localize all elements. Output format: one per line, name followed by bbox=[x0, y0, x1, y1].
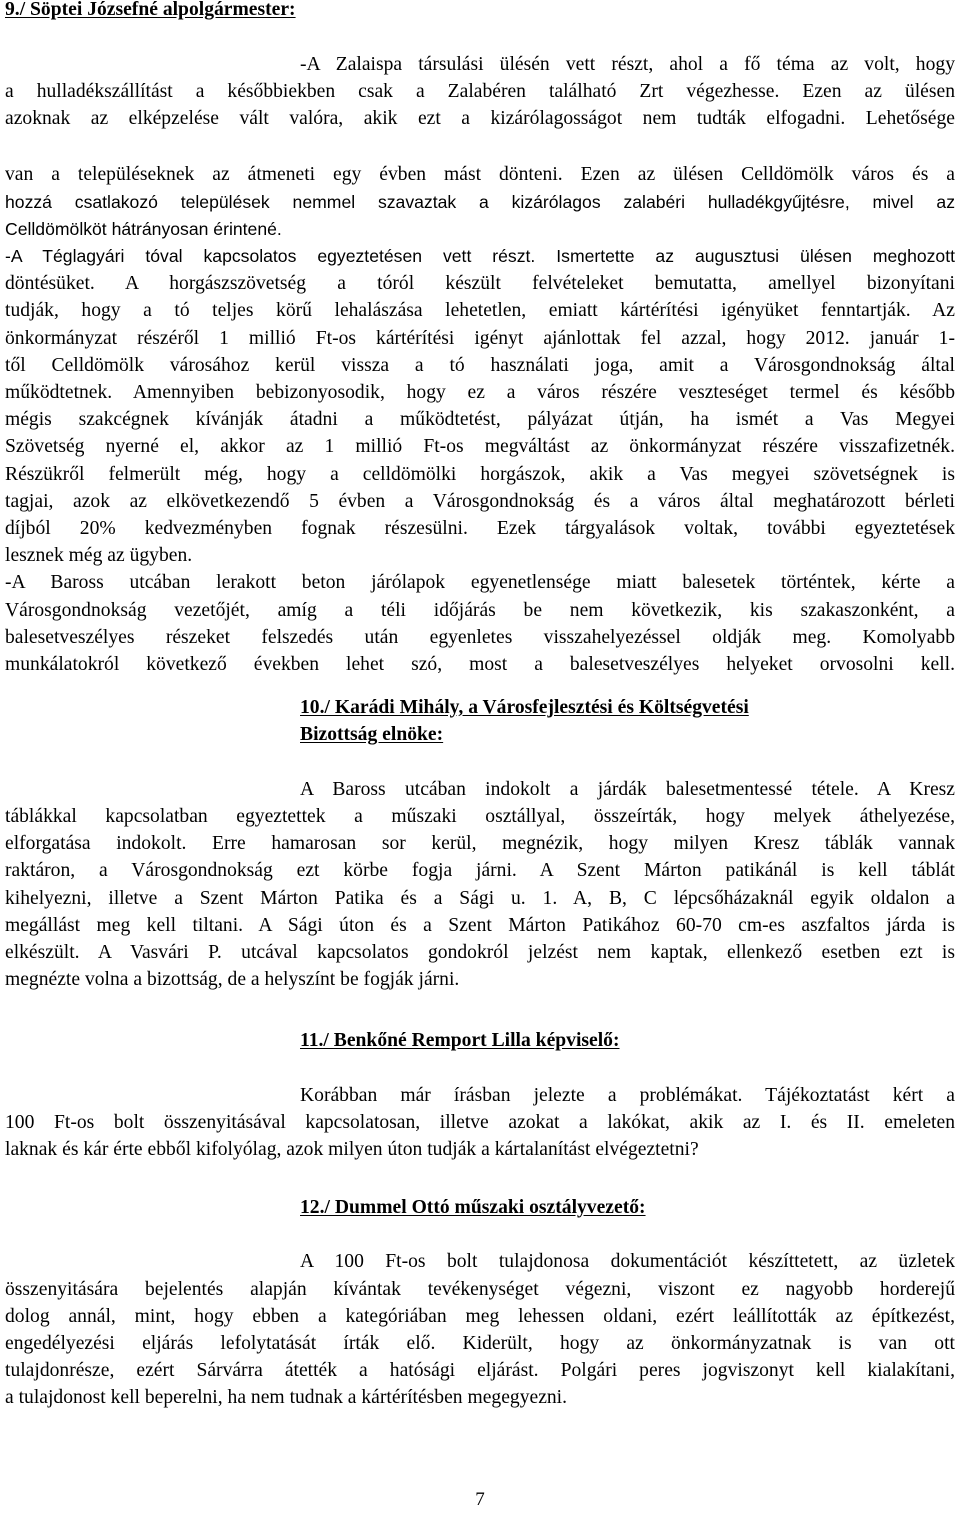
section-9-line: -A Téglagyári tóval kapcsolatos egyeztetésen vett részt. Ismertette az augusztusi ülésen meghozott bbox=[5, 246, 955, 266]
section-10-line: elkészült. A Vasvári P. utcával kapcsolatos gondokról jelzést nem kaptak, ellenkező esetben ezt is bbox=[5, 942, 955, 963]
section-9-line: tagjai, azok az elkövetkezendő 5 évben a Városgondnokság és a város által meghatározott bérleti bbox=[5, 491, 955, 512]
section-10-line: megnézte volna a bizottság, de a helyszínt be fogják járni. bbox=[5, 969, 460, 990]
section-12-heading: 12./ Dummel Ottó műszaki osztályvezető: bbox=[300, 1197, 646, 1218]
section-9-line: díjból 20% kedvezményben fognak részesülni. Ezek tárgyalások voltak, további egyeztetések bbox=[5, 518, 955, 539]
section-11-line: 100 Ft-os bolt összenyitásával kapcsolatosan, illetve azokat a lakókat, akik az I. és II. emeleten bbox=[5, 1112, 955, 1133]
section-9-line: balesetveszélyes részeket felszedés után egyenletes visszahelyezéssel oldják meg. Komolyabb bbox=[5, 627, 955, 648]
section-9-heading: 9./ Söptei Józsefné alpolgármester: bbox=[5, 0, 296, 20]
section-10-line: kihelyezni, illetve a Szent Márton Patika és a Sági u. 1. A, B, C lépcsőházaknál egyik oldalon a bbox=[5, 888, 955, 909]
section-9-line: a hulladékszállítást a későbbiekben csak a Zalabéren található Zrt végezhesse. Ezen az ülésen bbox=[5, 81, 955, 102]
section-9-line: van a településeknek az átmeneti egy évben mást dönteni. Ezen az ülésen Celldömölk város és a bbox=[5, 164, 955, 185]
section-10-heading-line2: Bizottság elnöke: bbox=[300, 724, 444, 745]
section-9-line: azoknak az elképzelése vált valóra, akik ezt a kizárólagosságot nem tudták elfogadni. Lehetősége bbox=[5, 108, 955, 129]
section-10-line: raktáron, a Városgondnokság ezt körbe fogja járni. A Szent Márton patikánál is kell táblát bbox=[5, 860, 955, 881]
section-9-line: döntésüket. A horgászszövetség a tóról készült felvételeket bemutatta, amellyel bizonyítani bbox=[5, 273, 955, 294]
section-9-line: munkálatokról következő években lehet szó, most a balesetveszélyes helyeket orvosolni kell. bbox=[5, 654, 955, 675]
section-12-line: tulajdonrésze, ezért Sárvárra átették a hatósági eljárást. Polgári peres jogviszonyt kell kialakítani, bbox=[5, 1360, 955, 1381]
section-10-line: táblákkal kapcsolatban egyeztettek a műszaki osztállyal, összeírták, hogy melyek áthelyezése, bbox=[5, 806, 955, 827]
section-9-line: mégis szakcégnek kívánják átadni a működtetést, pályázat útján, ha ismét a Vas Megyei bbox=[5, 409, 955, 430]
section-11-heading: 11./ Benkőné Remport Lilla képviselő: bbox=[300, 1030, 620, 1051]
section-12-line: A 100 Ft-os bolt tulajdonosa dokumentációt készíttetett, az üzletek bbox=[300, 1251, 955, 1272]
section-9-line: lesznek még az ügyben. bbox=[5, 545, 193, 566]
section-9-line: Szövetség nyerné el, akkor az 1 millió Ft-os megváltást az önkormányzat részére visszafizetnék. bbox=[5, 436, 955, 457]
section-11-line: Korábban már írásban jelezte a problémákat. Tájékoztatást kért a bbox=[300, 1085, 955, 1106]
page-number: 7 bbox=[475, 1489, 485, 1510]
section-9-line: -A Baross utcában lerakott beton járólapok egyenetlensége miatt balesetek történtek, kérte a bbox=[5, 572, 955, 593]
section-9-line: Celldömölköt hátrányosan érintené. bbox=[5, 219, 282, 239]
section-9-line: hozzá csatlakozó települések nemmel szavaztak a kizárólagos zalabéri hulladékgyűjtésre, mivel az bbox=[5, 192, 955, 212]
section-10-line: A Baross utcában indokolt a járdák balesetmentessé tétele. A Kresz bbox=[300, 779, 955, 800]
section-10-heading: 10./ Karádi Mihály, a Városfejlesztési és Költségvetési bbox=[300, 697, 749, 718]
section-9-line: től Celldömölk városához kerül vissza a tó használati joga, amit a Városgondnokság által bbox=[5, 355, 955, 376]
section-12-line: dolog annál, mint, hogy ebben a kategóriában meg lehessen oldani, ezért leállították az építkezést, bbox=[5, 1306, 955, 1327]
section-12-line: a tulajdonost kell beperelni, ha nem tudnak a kártérítésben megegyezni. bbox=[5, 1387, 568, 1408]
section-9-line: Városgondnokság vezetőjét, amíg a téli időjárás be nem következik, kis szakaszonként, a bbox=[5, 600, 955, 621]
section-10-line: megállást meg kell tiltani. A Sági úton és a Szent Márton Patikához 60-70 cm-es aszfaltos járda is bbox=[5, 915, 955, 936]
section-9-line: Részükről felmerült még, hogy a celldömölki horgászok, akik a Vas megyei szövetségnek is bbox=[5, 464, 955, 485]
section-10-line: elforgatása indokolt. Erre hamarosan sor kerül, megnézik, hogy milyen Kresz táblák vannak bbox=[5, 833, 955, 854]
section-9-line: -A Zalaispa társulási ülésén vett részt, ahol a fő téma az volt, hogy bbox=[300, 54, 955, 75]
section-9-line: működtetnek. Amennyiben bebizonyosodik, hogy ez a város részére veszteséget termel és később bbox=[5, 382, 955, 403]
section-9-line: önkormányzat részéről 1 millió Ft-os kártérítési igényt ajánlottak fel azzal, hogy 2012. január 1- bbox=[5, 328, 955, 349]
section-9-line: tudják, hogy a tó teljes körű lehalászása lehetetlen, emiatt kártérítési igényüket fenntartják. Az bbox=[5, 300, 955, 321]
section-12-line: összenyitására bejelentés alapján kívántak tevékenységet végezni, viszont ez nagyobb horderejű bbox=[5, 1279, 955, 1300]
section-12-line: engedélyezési eljárás lefolytatását írták elő. Kiderült, hogy az önkormányzatnak is van ott bbox=[5, 1333, 955, 1354]
section-11-line: laknak és kár érte ebből kifolyólag, azok milyen úton tudják a kártalanítást elvégeztetni? bbox=[5, 1139, 699, 1160]
